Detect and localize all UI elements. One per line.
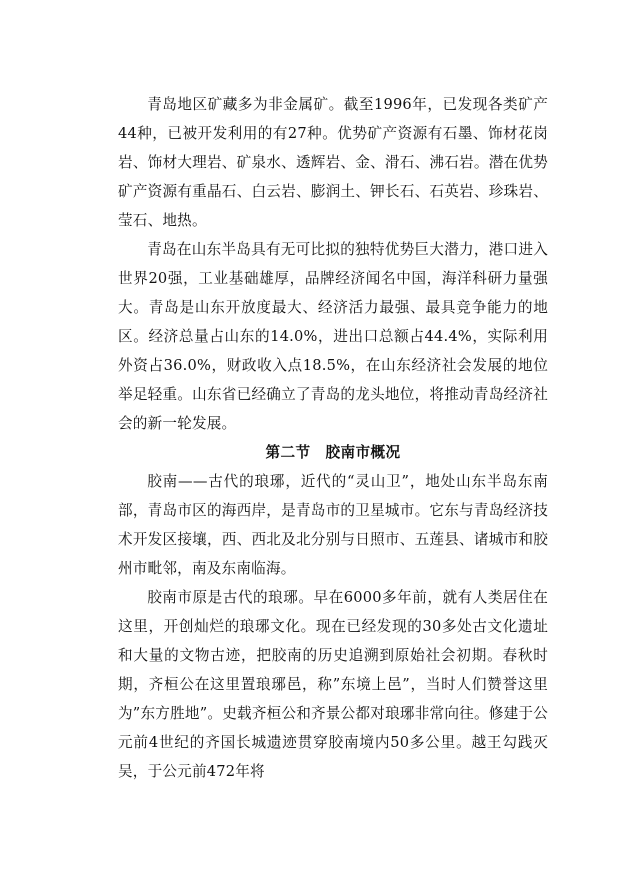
section-heading: 第二节 胶南市概况 xyxy=(265,444,401,461)
document-body xyxy=(118,90,548,786)
paragraph-jiaonan-location: 胶南——古代的琅琊，近代的“灵山卫”，地处山东半岛东南部，青岛市区的海西岸，是青岛市的卫星城市。它东与青岛经济技术开发区接壤，西、西北及北分别与日照市、五莲县、诸城市和胶州市毗邻，南及东南临海。 xyxy=(118,473,548,577)
paragraph-mineral-resources: 青岛地区矿藏多为非金属矿。截至1996年，已发现各类矿产44种，已被开发利用的有27种。优势矿产资源有石墨、饰材花岗岩、饰材大理岩、矿泉水、透辉岩、金、滑石、沸石岩。潜在优势矿产资源有重晶石、白云岩、膨润土、钾长石、石英岩、珍珠岩、莹石、地热。 xyxy=(118,96,548,229)
paragraph-jiaonan-history: 胶南市原是古代的琅琊。早在6000多年前，就有人类居住在这里，开创灿烂的琅琊文化。现在已经发现的30多处古文化遗址和大量的文物古迹，把胶南的历史追溯到原始社会初期。春秋时期，齐桓公在这里置琅琊邑，称”东境上邑”，当时人们赞誉这里为”东方胜地”。史载齐桓公和齐景公都对琅琊非常向往。修建于公元前4世纪的齐国长城遗迹贯穿胶南境内50多公里。越王勾践灭吴，于公元前472年将 xyxy=(118,589,548,780)
paragraph-qingdao-economy: 青岛在山东半岛具有无可比拟的独特优势巨大潜力，港口进入世界20强，工业基础雄厚，品牌经济闻名中国，海洋科研力量强大。青岛是山东开放度最大、经济活力最强、最具竞争能力的地区。经济总量占山东的14.0%，进出口总额占44.4%，实际利用外资占36.0%，财政收入点18.5%，在山东经济社会发展的地位举足轻重。山东省已经确立了青岛的龙头地位，将推动青岛经济社会的新一轮发展。 xyxy=(118,241,548,432)
